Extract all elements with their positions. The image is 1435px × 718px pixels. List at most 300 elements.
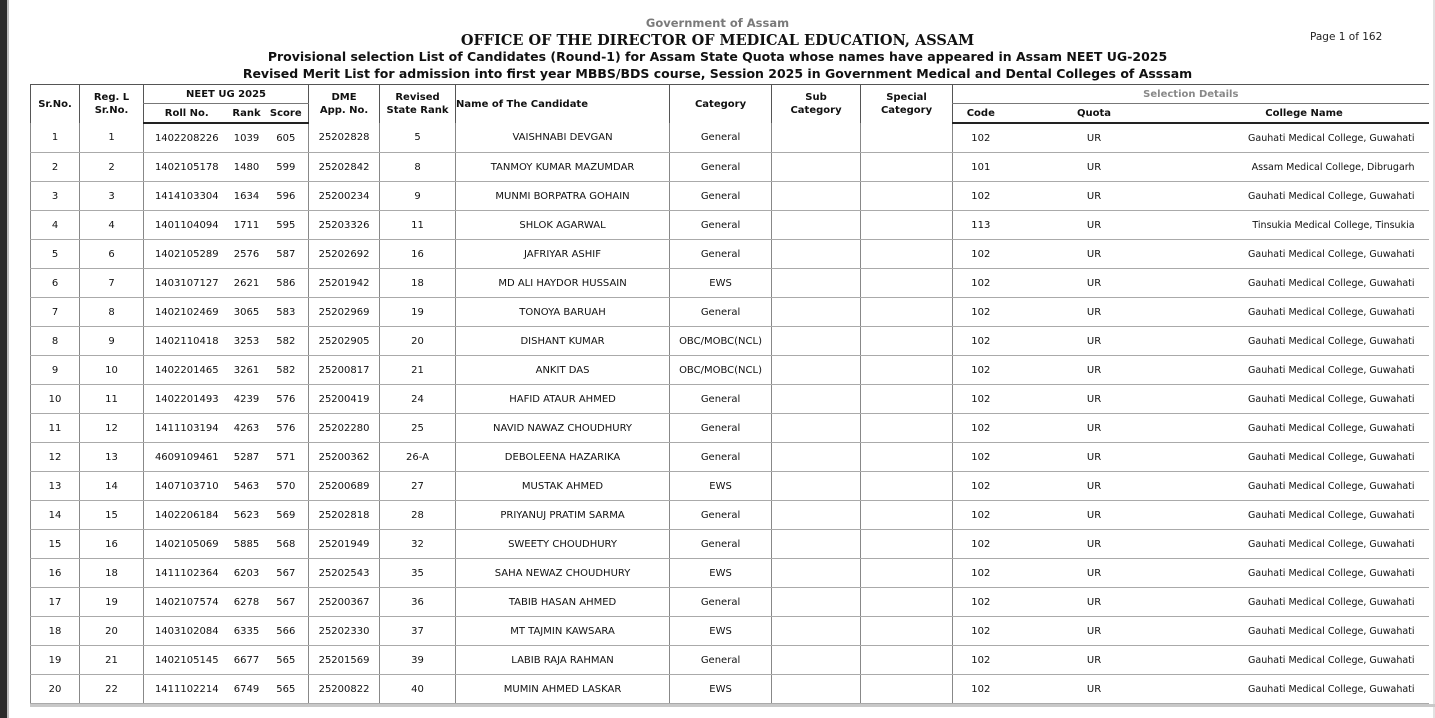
- cell-sr-no: 15: [31, 530, 80, 559]
- cell-code: 102: [953, 617, 1009, 646]
- cell-rank: 2621: [230, 269, 264, 298]
- cell-revised-state-rank: 26-A: [380, 443, 456, 472]
- col-reg-sr-no: [80, 85, 144, 124]
- cell-special-category: [861, 443, 953, 472]
- cell-college-name: Assam Medical College, Dibrugarh: [1180, 153, 1429, 182]
- cell-revised-state-rank: 40: [380, 675, 456, 704]
- cell-revised-state-rank: 36: [380, 588, 456, 617]
- cell-quota: UR: [1009, 588, 1180, 617]
- cell-category: OBC/MOBC(NCL): [670, 356, 772, 385]
- cell-quota: UR: [1009, 559, 1180, 588]
- col-college-name: College Name: [1180, 104, 1429, 124]
- cell-sub-category: [772, 298, 861, 327]
- col-reg-sr-label: Sr.No.: [94, 105, 129, 116]
- table-row: [31, 530, 1429, 559]
- cell-candidate-name: HAFID ATAUR AHMED: [456, 385, 670, 414]
- cell-rank: 3065: [230, 298, 264, 327]
- cell-category: General: [670, 240, 772, 269]
- cell-reg-sr-no: 19: [80, 588, 144, 617]
- cell-college-name: Gauhati Medical College, Guwahati: [1180, 501, 1429, 530]
- cell-roll-no: 1402102469: [144, 298, 230, 327]
- cell-college-name: Gauhati Medical College, Guwahati: [1180, 617, 1429, 646]
- cell-score: 599: [264, 153, 309, 182]
- cell-college-name: Gauhati Medical College, Guwahati: [1180, 356, 1429, 385]
- cell-revised-state-rank: 16: [380, 240, 456, 269]
- viewer-left-border: [0, 0, 7, 718]
- cell-score: 571: [264, 443, 309, 472]
- cell-special-category: [861, 472, 953, 501]
- cell-reg-sr-no: 10: [80, 356, 144, 385]
- cell-dme-app-no: 25202905: [309, 327, 380, 356]
- cell-category: EWS: [670, 269, 772, 298]
- cell-rank: 5287: [230, 443, 264, 472]
- cell-roll-no: 1402107574: [144, 588, 230, 617]
- cell-college-name: Gauhati Medical College, Guwahati: [1180, 298, 1429, 327]
- cell-category: OBC/MOBC(NCL): [670, 327, 772, 356]
- table-row: [31, 269, 1429, 298]
- cell-revised-state-rank: 5: [380, 123, 456, 153]
- cell-score: 565: [264, 675, 309, 704]
- cell-sr-no: 3: [31, 182, 80, 211]
- col-quota: Quota: [1009, 104, 1180, 124]
- cell-special-category: [861, 414, 953, 443]
- cell-sr-no: 2: [31, 153, 80, 182]
- cell-reg-sr-no: 16: [80, 530, 144, 559]
- cell-special-category: [861, 501, 953, 530]
- cell-score: 582: [264, 327, 309, 356]
- cell-special-category: [861, 298, 953, 327]
- cell-sr-no: 17: [31, 588, 80, 617]
- cell-dme-app-no: 25202543: [309, 559, 380, 588]
- cell-special-category: [861, 588, 953, 617]
- cell-category: General: [670, 588, 772, 617]
- cell-reg-sr-no: 2: [80, 153, 144, 182]
- cell-revised-state-rank: 27: [380, 472, 456, 501]
- cell-sr-no: 13: [31, 472, 80, 501]
- cell-score: 582: [264, 356, 309, 385]
- col-special-category: [861, 85, 953, 124]
- cell-candidate-name: JAFRIYAR ASHIF: [456, 240, 670, 269]
- cell-reg-sr-no: 1: [80, 123, 144, 153]
- cell-category: General: [670, 414, 772, 443]
- cell-dme-app-no: 25202828: [309, 123, 380, 153]
- cell-rank: 4263: [230, 414, 264, 443]
- cell-reg-sr-no: 14: [80, 472, 144, 501]
- cell-code: 102: [953, 472, 1009, 501]
- cell-rank: 3253: [230, 327, 264, 356]
- cell-reg-sr-no: 18: [80, 559, 144, 588]
- cell-roll-no: 1402105178: [144, 153, 230, 182]
- cell-sub-category: [772, 675, 861, 704]
- table-row: [31, 182, 1429, 211]
- cell-quota: UR: [1009, 617, 1180, 646]
- cell-code: 102: [953, 559, 1009, 588]
- cell-sub-category: [772, 123, 861, 153]
- cell-quota: UR: [1009, 269, 1180, 298]
- cell-sub-category: [772, 240, 861, 269]
- cell-dme-app-no: 25201942: [309, 269, 380, 298]
- cell-sr-no: 7: [31, 298, 80, 327]
- cell-dme-app-no: 25200234: [309, 182, 380, 211]
- cell-category: General: [670, 443, 772, 472]
- cell-quota: UR: [1009, 472, 1180, 501]
- table-row: [31, 588, 1429, 617]
- cell-code: 102: [953, 240, 1009, 269]
- cell-reg-sr-no: 4: [80, 211, 144, 240]
- cell-category: General: [670, 298, 772, 327]
- cell-score: 576: [264, 414, 309, 443]
- cell-dme-app-no: 25202692: [309, 240, 380, 269]
- cell-candidate-name: SWEETY CHOUDHURY: [456, 530, 670, 559]
- cell-roll-no: 1411102364: [144, 559, 230, 588]
- cell-college-name: Gauhati Medical College, Guwahati: [1180, 123, 1429, 153]
- cell-code: 102: [953, 675, 1009, 704]
- government-heading: Government of Assam: [645, 16, 790, 30]
- cell-candidate-name: TONOYA BARUAH: [456, 298, 670, 327]
- cell-category: EWS: [670, 675, 772, 704]
- cell-reg-sr-no: 8: [80, 298, 144, 327]
- cell-sr-no: 10: [31, 385, 80, 414]
- cell-rank: 2576: [230, 240, 264, 269]
- cell-sub-category: [772, 182, 861, 211]
- table-row: [31, 559, 1429, 588]
- cell-code: 102: [953, 646, 1009, 675]
- col-code: Code: [953, 104, 1009, 124]
- cell-special-category: [861, 356, 953, 385]
- cell-code: 102: [953, 298, 1009, 327]
- cell-quota: UR: [1009, 211, 1180, 240]
- cell-score: 570: [264, 472, 309, 501]
- cell-sr-no: 12: [31, 443, 80, 472]
- page-bottom-border: [30, 704, 1435, 707]
- cell-reg-sr-no: 22: [80, 675, 144, 704]
- cell-sub-category: [772, 269, 861, 298]
- cell-special-category: [861, 646, 953, 675]
- cell-quota: UR: [1009, 356, 1180, 385]
- table-row: [31, 646, 1429, 675]
- cell-dme-app-no: 25200817: [309, 356, 380, 385]
- cell-reg-sr-no: 9: [80, 327, 144, 356]
- cell-roll-no: 1411102214: [144, 675, 230, 704]
- cell-sr-no: 1: [31, 123, 80, 153]
- cell-rank: 1634: [230, 182, 264, 211]
- cell-code: 102: [953, 385, 1009, 414]
- table-row: [31, 472, 1429, 501]
- office-title: OFFICE OF THE DIRECTOR OF MEDICAL EDUCATION, ASSAM: [460, 32, 975, 49]
- cell-code: 101: [953, 153, 1009, 182]
- cell-reg-sr-no: 7: [80, 269, 144, 298]
- cell-sub-category: [772, 211, 861, 240]
- cell-dme-app-no: 25201949: [309, 530, 380, 559]
- cell-quota: UR: [1009, 675, 1180, 704]
- cell-code: 102: [953, 530, 1009, 559]
- cell-sub-category: [772, 443, 861, 472]
- cell-special-category: [861, 211, 953, 240]
- cell-roll-no: 1414103304: [144, 182, 230, 211]
- cell-rank: 1480: [230, 153, 264, 182]
- cell-sr-no: 5: [31, 240, 80, 269]
- table-row: [31, 211, 1429, 240]
- cell-candidate-name: MD ALI HAYDOR HUSSAIN: [456, 269, 670, 298]
- cell-special-category: [861, 240, 953, 269]
- cell-sr-no: 14: [31, 501, 80, 530]
- cell-quota: UR: [1009, 123, 1180, 153]
- cell-dme-app-no: 25202330: [309, 617, 380, 646]
- cell-quota: UR: [1009, 153, 1180, 182]
- cell-dme-app-no: 25202818: [309, 501, 380, 530]
- cell-category: EWS: [670, 617, 772, 646]
- col-sr-no: [31, 85, 80, 124]
- cell-college-name: Gauhati Medical College, Guwahati: [1180, 385, 1429, 414]
- cell-sr-no: 6: [31, 269, 80, 298]
- cell-rank: 1039: [230, 123, 264, 153]
- cell-revised-state-rank: 32: [380, 530, 456, 559]
- cell-special-category: [861, 327, 953, 356]
- cell-sub-category: [772, 153, 861, 182]
- cell-dme-app-no: 25202842: [309, 153, 380, 182]
- cell-quota: UR: [1009, 182, 1180, 211]
- cell-dme-app-no: 25203326: [309, 211, 380, 240]
- cell-sub-category: [772, 327, 861, 356]
- cell-category: EWS: [670, 559, 772, 588]
- cell-dme-app-no: 25201569: [309, 646, 380, 675]
- table-row: [31, 443, 1429, 472]
- cell-code: 102: [953, 327, 1009, 356]
- cell-special-category: [861, 617, 953, 646]
- cell-score: 576: [264, 385, 309, 414]
- cell-quota: UR: [1009, 501, 1180, 530]
- cell-rank: 6203: [230, 559, 264, 588]
- revised-merit-title: Revised Merit List for admission into first year MBBS/BDS course, Session 2025 in Government Medical and Dental Colleges of Asssam: [242, 66, 1193, 81]
- cell-score: 569: [264, 501, 309, 530]
- cell-code: 102: [953, 414, 1009, 443]
- cell-special-category: [861, 530, 953, 559]
- cell-score: 583: [264, 298, 309, 327]
- cell-college-name: Gauhati Medical College, Guwahati: [1180, 443, 1429, 472]
- cell-category: General: [670, 530, 772, 559]
- cell-category: General: [670, 153, 772, 182]
- cell-sub-category: [772, 472, 861, 501]
- cell-rank: 5623: [230, 501, 264, 530]
- col-app-no-label: App. No.: [319, 105, 369, 116]
- cell-score: 595: [264, 211, 309, 240]
- cell-revised-state-rank: 11: [380, 211, 456, 240]
- cell-candidate-name: MUSTAK AHMED: [456, 472, 670, 501]
- cell-quota: UR: [1009, 443, 1180, 472]
- table-row: [31, 356, 1429, 385]
- cell-code: 102: [953, 588, 1009, 617]
- cell-rank: 6278: [230, 588, 264, 617]
- cell-reg-sr-no: 11: [80, 385, 144, 414]
- cell-roll-no: 1403102084: [144, 617, 230, 646]
- col-dme-app-no: [309, 85, 380, 124]
- cell-dme-app-no: 25200822: [309, 675, 380, 704]
- cell-revised-state-rank: 25: [380, 414, 456, 443]
- table-row: [31, 240, 1429, 269]
- cell-quota: UR: [1009, 327, 1180, 356]
- table-row: [31, 675, 1429, 704]
- col-rank: Rank: [230, 104, 264, 124]
- cell-rank: 6677: [230, 646, 264, 675]
- cell-revised-state-rank: 20: [380, 327, 456, 356]
- col-dme-label: DME: [331, 92, 357, 103]
- cell-sr-no: 20: [31, 675, 80, 704]
- cell-category: General: [670, 501, 772, 530]
- cell-score: 567: [264, 559, 309, 588]
- cell-sub-category: [772, 414, 861, 443]
- cell-category: General: [670, 646, 772, 675]
- cell-sub-category: [772, 646, 861, 675]
- cell-revised-state-rank: 18: [380, 269, 456, 298]
- cell-candidate-name: ANKIT DAS: [456, 356, 670, 385]
- cell-sub-category: [772, 501, 861, 530]
- cell-roll-no: 1411103194: [144, 414, 230, 443]
- col-revised-state-rank: [380, 85, 456, 124]
- cell-roll-no: 1407103710: [144, 472, 230, 501]
- cell-college-name: Gauhati Medical College, Guwahati: [1180, 530, 1429, 559]
- col-candidate-name: Name of The Candidate: [456, 85, 670, 124]
- cell-rank: 6335: [230, 617, 264, 646]
- cell-revised-state-rank: 37: [380, 617, 456, 646]
- cell-reg-sr-no: 20: [80, 617, 144, 646]
- cell-candidate-name: TANMOY KUMAR MAZUMDAR: [456, 153, 670, 182]
- page-number: Page 1 of 162: [1310, 31, 1383, 43]
- selection-table: [30, 84, 1429, 704]
- cell-candidate-name: SAHA NEWAZ CHOUDHURY: [456, 559, 670, 588]
- cell-score: 605: [264, 123, 309, 153]
- cell-rank: 6749: [230, 675, 264, 704]
- cell-college-name: Gauhati Medical College, Guwahati: [1180, 269, 1429, 298]
- cell-revised-state-rank: 39: [380, 646, 456, 675]
- cell-quota: UR: [1009, 298, 1180, 327]
- cell-quota: UR: [1009, 646, 1180, 675]
- cell-sr-no: 16: [31, 559, 80, 588]
- cell-code: 102: [953, 501, 1009, 530]
- cell-college-name: Gauhati Medical College, Guwahati: [1180, 414, 1429, 443]
- cell-sr-no: 9: [31, 356, 80, 385]
- cell-reg-sr-no: 3: [80, 182, 144, 211]
- table-row: [31, 385, 1429, 414]
- col-sub-category: [772, 85, 861, 124]
- cell-candidate-name: DEBOLEENA HAZARIKA: [456, 443, 670, 472]
- cell-special-category: [861, 675, 953, 704]
- cell-revised-state-rank: 28: [380, 501, 456, 530]
- cell-sub-category: [772, 385, 861, 414]
- col-state-rank-label: State Rank: [386, 105, 449, 116]
- cell-reg-sr-no: 6: [80, 240, 144, 269]
- cell-college-name: Gauhati Medical College, Guwahati: [1180, 559, 1429, 588]
- cell-roll-no: 1402201465: [144, 356, 230, 385]
- cell-college-name: Tinsukia Medical College, Tinsukia: [1180, 211, 1429, 240]
- table-row: [31, 327, 1429, 356]
- cell-code: 102: [953, 123, 1009, 153]
- cell-candidate-name: SHLOK AGARWAL: [456, 211, 670, 240]
- col-sub-label: Sub: [805, 92, 827, 103]
- viewer-left-shadow: [7, 0, 9, 718]
- col-category: Category: [670, 85, 772, 124]
- cell-category: General: [670, 211, 772, 240]
- cell-category: General: [670, 385, 772, 414]
- cell-roll-no: 4609109461: [144, 443, 230, 472]
- cell-revised-state-rank: 21: [380, 356, 456, 385]
- cell-revised-state-rank: 19: [380, 298, 456, 327]
- cell-quota: UR: [1009, 530, 1180, 559]
- cell-roll-no: 1402110418: [144, 327, 230, 356]
- cell-sr-no: 4: [31, 211, 80, 240]
- table-row: [31, 298, 1429, 327]
- cell-revised-state-rank: 9: [380, 182, 456, 211]
- cell-reg-sr-no: 15: [80, 501, 144, 530]
- cell-roll-no: 1402201493: [144, 385, 230, 414]
- col-revised-label: Revised: [395, 92, 440, 103]
- cell-sr-no: 18: [31, 617, 80, 646]
- cell-quota: UR: [1009, 414, 1180, 443]
- cell-dme-app-no: 25200689: [309, 472, 380, 501]
- cell-roll-no: 1402105069: [144, 530, 230, 559]
- cell-rank: 4239: [230, 385, 264, 414]
- cell-candidate-name: MUNMI BORPATRA GOHAIN: [456, 182, 670, 211]
- cell-score: 568: [264, 530, 309, 559]
- cell-candidate-name: PRIYANUJ PRATIM SARMA: [456, 501, 670, 530]
- cell-quota: UR: [1009, 385, 1180, 414]
- cell-special-category: [861, 269, 953, 298]
- cell-code: 102: [953, 356, 1009, 385]
- cell-score: 587: [264, 240, 309, 269]
- col-score: Score: [264, 104, 309, 124]
- cell-dme-app-no: 25200367: [309, 588, 380, 617]
- table-row: [31, 501, 1429, 530]
- cell-special-category: [861, 559, 953, 588]
- cell-sr-no: 11: [31, 414, 80, 443]
- cell-code: 113: [953, 211, 1009, 240]
- cell-sub-category: [772, 617, 861, 646]
- cell-candidate-name: MT TAJMIN KAWSARA: [456, 617, 670, 646]
- cell-candidate-name: NAVID NAWAZ CHOUDHURY: [456, 414, 670, 443]
- cell-special-category: [861, 123, 953, 153]
- cell-score: 567: [264, 588, 309, 617]
- cell-sub-category: [772, 530, 861, 559]
- cell-special-category: [861, 182, 953, 211]
- cell-roll-no: 1402208226: [144, 123, 230, 153]
- cell-revised-state-rank: 8: [380, 153, 456, 182]
- cell-quota: UR: [1009, 240, 1180, 269]
- cell-candidate-name: TABIB HASAN AHMED: [456, 588, 670, 617]
- cell-sr-no: 8: [31, 327, 80, 356]
- cell-reg-sr-no: 13: [80, 443, 144, 472]
- table-row: [31, 123, 1429, 153]
- cell-score: 565: [264, 646, 309, 675]
- cell-roll-no: 1402105145: [144, 646, 230, 675]
- cell-score: 596: [264, 182, 309, 211]
- table-row: [31, 414, 1429, 443]
- col-selection-details: Selection Details: [953, 85, 1429, 104]
- cell-sr-no: 19: [31, 646, 80, 675]
- table-row: [31, 617, 1429, 646]
- cell-category: General: [670, 123, 772, 153]
- cell-college-name: Gauhati Medical College, Guwahati: [1180, 675, 1429, 704]
- table-row: [31, 153, 1429, 182]
- cell-rank: 5885: [230, 530, 264, 559]
- cell-sub-category: [772, 356, 861, 385]
- col-neet-group: NEET UG 2025: [144, 85, 309, 104]
- cell-code: 102: [953, 443, 1009, 472]
- cell-candidate-name: DISHANT KUMAR: [456, 327, 670, 356]
- cell-dme-app-no: 25202969: [309, 298, 380, 327]
- col-special-category-label: Category: [880, 105, 933, 116]
- cell-dme-app-no: 25200419: [309, 385, 380, 414]
- cell-category: General: [670, 182, 772, 211]
- cell-special-category: [861, 385, 953, 414]
